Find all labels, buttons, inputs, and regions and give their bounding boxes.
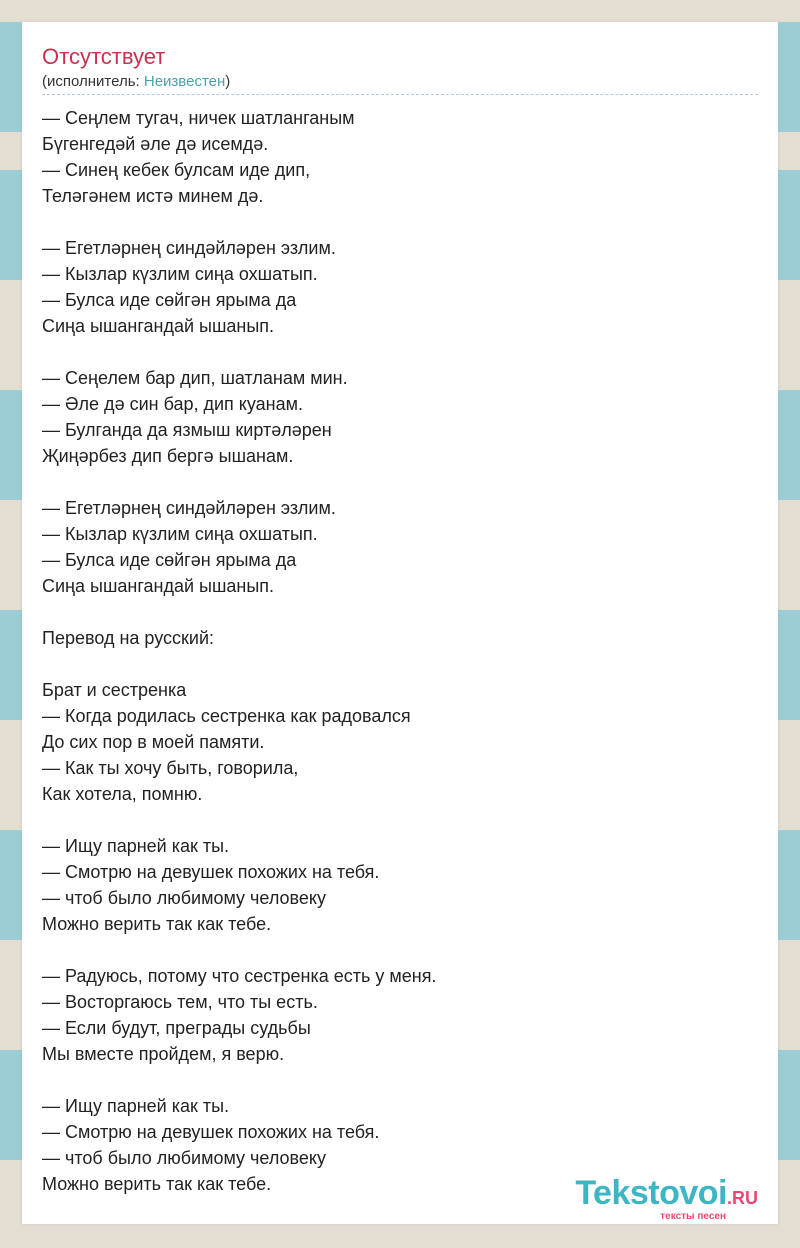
lyrics-line: Брат и сестренка <box>42 680 187 700</box>
song-title: Отсутствует <box>42 44 166 69</box>
artist-line <box>42 72 230 92</box>
lyrics-line: Как хотела, помню. <box>42 784 203 804</box>
logo-wordmark <box>575 1175 758 1216</box>
lyrics-line: — Ищу парней как ты. <box>42 1096 230 1116</box>
lyrics-line: — Кызлар күзлим сиңа охшатып. <box>42 524 318 544</box>
lyrics-text <box>42 105 758 1197</box>
lyrics-line: — Сеңелем бар дип, шатланам мин. <box>42 368 348 388</box>
lyrics-line: — чтоб было любимому человеку <box>42 888 326 908</box>
lyrics-line: — Кызлар күзлим сиңа охшатып. <box>42 264 318 284</box>
lyrics-line: Мы вместе пройдем, я верю. <box>42 1044 285 1064</box>
lyrics-line: — Булса иде сөйгән ярыма да <box>42 290 297 310</box>
lyrics-line: Сиңа ышангандай ышанып. <box>42 316 275 336</box>
lyrics-line: — Если будут, преграды судьбы <box>42 1018 311 1038</box>
lyrics-line: — Синең кебек булсам иде дип, <box>42 160 311 180</box>
logo-tagline: тексты песен <box>660 1211 726 1222</box>
lyrics-line: — Когда родилась сестренка как радовался <box>42 706 411 726</box>
lyrics-line: — Смотрю на девушек похожих на тебя. <box>42 1122 380 1142</box>
lyrics-line: — Восторгаюсь тем, что ты есть. <box>42 992 318 1012</box>
lyrics-blank-line <box>42 209 758 235</box>
lyrics-line: Җиңәрбез дип бергә ышанам. <box>42 446 294 466</box>
lyrics-line: Сиңа ышангандай ышанып. <box>42 576 275 596</box>
logo-name: Tekstovoi <box>575 1174 727 1212</box>
lyrics-blank-line <box>42 937 758 963</box>
lyrics-line: — Егетләрнең синдәйләрен эзлим. <box>42 498 336 518</box>
lyrics-blank-line <box>42 599 758 625</box>
site-logo[interactable] <box>575 1175 758 1222</box>
artist-prefix: (исполнитель: <box>42 73 144 90</box>
lyrics-line: — Булса иде сөйгән ярыма да <box>42 550 297 570</box>
lyrics-line: Можно верить так как тебе. <box>42 914 272 934</box>
lyrics-line: — Радуюсь, потому что сестренка есть у меня. <box>42 966 437 986</box>
lyrics-line: Бүгенгедәй әле дә исемдә. <box>42 134 269 154</box>
lyrics-line: — Смотрю на девушек похожих на тебя. <box>42 862 380 882</box>
artist-link[interactable]: Неизвестен <box>143 73 226 90</box>
lyrics-line: — Булганда да язмыш киртәләрен <box>42 420 332 440</box>
lyrics-line: — чтоб было любимому человеку <box>42 1148 326 1168</box>
lyrics-line: — Ищу парней как ты. <box>42 836 230 856</box>
divider <box>42 94 758 95</box>
lyrics-line: — Әле дә син бар, дип куанам. <box>42 394 304 414</box>
logo-tld: .RU <box>727 1188 758 1208</box>
lyrics-line: Можно верить так как тебе. <box>42 1174 272 1194</box>
lyrics-line: Перевод на русский: <box>42 628 214 648</box>
lyrics-line: — Егетләрнең синдәйләрен эзлим. <box>42 238 336 258</box>
artist-suffix: ) <box>225 73 231 90</box>
lyrics-blank-line <box>42 651 758 677</box>
lyrics-line: До сих пор в моей памяти. <box>42 732 265 752</box>
lyrics-blank-line <box>42 807 758 833</box>
lyrics-line: Теләгәнем истә минем дә. <box>42 186 264 206</box>
lyrics-blank-line <box>42 1067 758 1093</box>
lyrics-line: — Как ты хочу быть, говорила, <box>42 758 299 778</box>
lyrics-card <box>22 22 778 1224</box>
lyrics-blank-line <box>42 469 758 495</box>
lyrics-line: — Сеңлем тугач, ничек шатланганым <box>42 108 355 128</box>
lyrics-blank-line <box>42 339 758 365</box>
